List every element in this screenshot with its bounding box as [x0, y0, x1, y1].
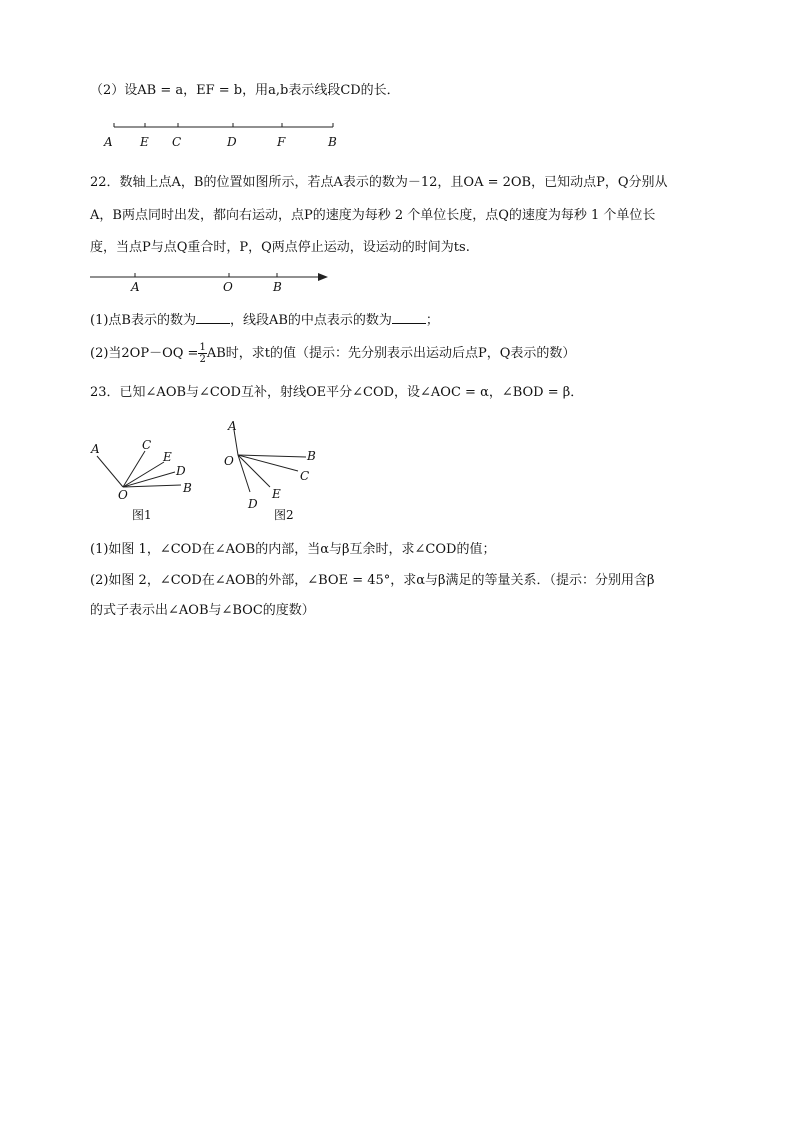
fraction-one-half: [198, 342, 206, 365]
segment-figure: [100, 118, 350, 152]
q22-line2: A，B两点同时出发，都向右运动，点P的速度为每秒 2 个单位长度，点Q的速度为每秒 1 个单位长: [90, 208, 656, 223]
answer-blank-2[interactable]: [392, 311, 426, 324]
q22-part2-a: (2)当2OP－OQ =: [90, 346, 199, 361]
fig2-label-b: B: [307, 449, 316, 463]
axis-label-a: A: [131, 280, 140, 294]
segment-label-a: A: [104, 135, 113, 149]
q23-part2-line1: (2)如图 2，∠COD在∠AOB的外部，∠BOE = 45°，求α与β满足的等量关系．（提示：分别用含β: [90, 573, 655, 588]
fig1-label-a: A: [91, 442, 100, 456]
q22-line3: 度，当点P与点Q重合时，P，Q两点停止运动，设运动的时间为ts.: [90, 240, 470, 255]
fig1-label-d: D: [176, 464, 186, 478]
q22-part2-b: AB时，求t的值（提示：先分别表示出运动后点P，Q表示的数）: [206, 346, 576, 361]
q22-part1-c: ；: [425, 313, 439, 328]
fraction-numerator: 1: [199, 342, 206, 353]
fig1-label-e: E: [163, 450, 172, 464]
fig1-label-o: O: [118, 488, 128, 502]
q23-part2-line2: 的式子表示出∠AOB与∠BOC的度数）: [90, 603, 315, 618]
q22-line1: 22．数轴上点A，B的位置如图所示，若点A表示的数为－12，且OA = 2OB，已知动点P，Q分别从: [90, 175, 668, 190]
segment-label-c: C: [172, 135, 182, 149]
fig1-label-b: B: [183, 481, 192, 495]
axis-label-o: O: [223, 280, 233, 294]
fig1-caption: 图1: [132, 508, 152, 522]
q22-part1: [90, 311, 439, 331]
axis-label-b: B: [273, 280, 282, 294]
fig2-label-c: C: [300, 469, 310, 483]
segment-label-e: E: [140, 135, 149, 149]
q22-part1-a: (1)点B表示的数为: [90, 313, 196, 328]
segment-label-b: B: [328, 135, 337, 149]
fig2-label-a: A: [228, 419, 237, 433]
fig1-label-c: C: [142, 438, 152, 452]
fig2-caption: 图2: [274, 508, 294, 522]
q23-part1: (1)如图 1，∠COD在∠AOB的内部，当α与β互余时，求∠COD的值；: [90, 542, 496, 557]
fig2-label-o: O: [224, 454, 234, 468]
segment-label-d: D: [227, 135, 237, 149]
answer-blank-1[interactable]: [196, 311, 230, 324]
fig2-label-e: E: [272, 487, 281, 501]
angle-figure-1: [88, 432, 208, 524]
q21-part2-text: （2）设AB = a，EF = b，用a,b表示线段CD的长．: [90, 83, 400, 98]
q22-part2: [90, 342, 575, 366]
angle-figure-2: [218, 412, 338, 524]
segment-label-f: F: [277, 135, 286, 149]
fraction-denominator: 2: [199, 354, 206, 365]
number-line-figure: [88, 268, 338, 296]
q23-line1: 23．已知∠AOB与∠COD互补，射线OE平分∠COD，设∠AOC = α，∠BOD = β．: [90, 385, 584, 400]
q22-part1-b: ，线段AB的中点表示的数为: [229, 313, 392, 328]
fig2-label-d: D: [248, 497, 258, 511]
